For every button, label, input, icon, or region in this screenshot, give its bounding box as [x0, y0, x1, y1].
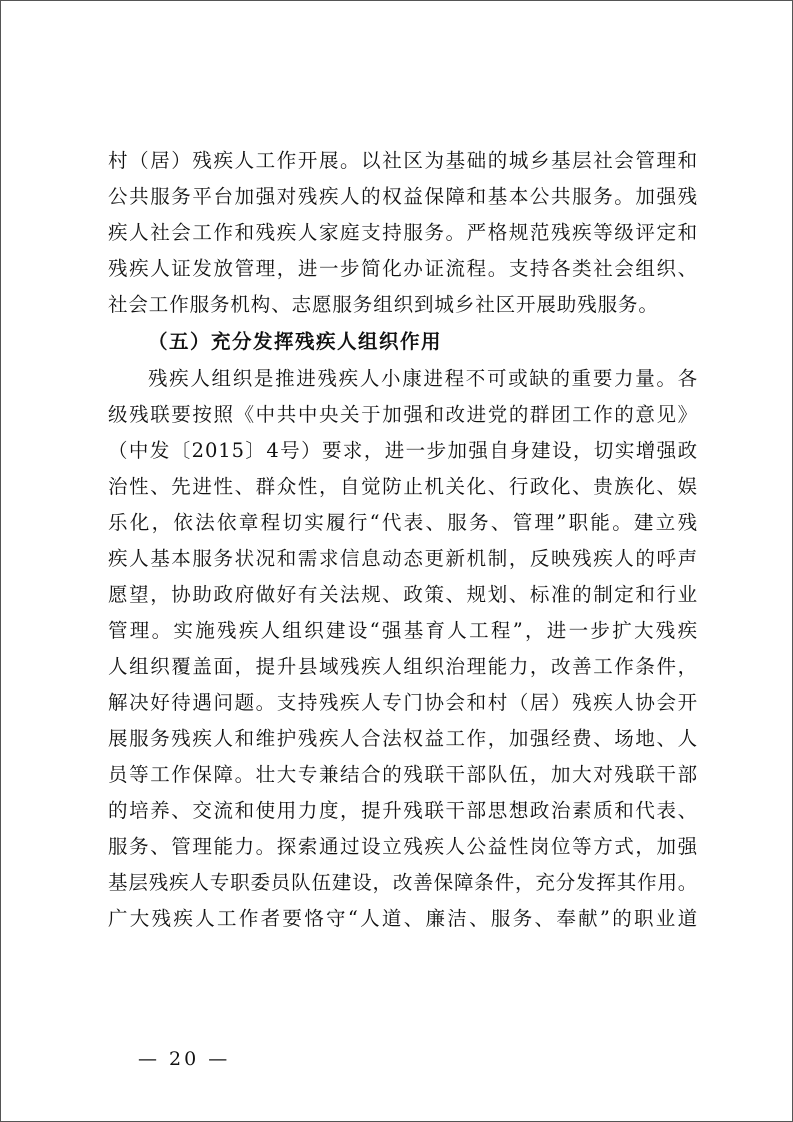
body-text-line: 乐化，依法依章程切实履行“代表、服务、管理”职能。建立残	[108, 511, 698, 534]
body-text-line: 基层残疾人专职委员队伍建设，改善保障条件，充分发挥其作用。	[108, 871, 698, 894]
body-text-line: 残疾人证发放管理，进一步简化办证流程。支持各类社会组织、	[108, 257, 698, 280]
body-text-line: 管理。实施残疾人组织建设“强基育人工程”，进一步扩大残疾	[108, 619, 698, 642]
body-text-line: 愿望，协助政府做好有关法规、政策、规划、标准的制定和行业	[108, 583, 698, 606]
body-text-line: 公共服务平台加强对残疾人的权益保障和基本公共服务。加强残	[108, 185, 698, 208]
body-text-line: 人组织覆盖面，提升县域残疾人组织治理能力，改善工作条件，	[108, 655, 698, 678]
body-text-line: 治性、先进性、群众性，自觉防止机关化、行政化、贵族化、娱	[108, 475, 698, 498]
body-text-line: 级残联要按照《中共中央关于加强和改进党的群团工作的意见》	[108, 403, 698, 426]
body-text-line: 展服务残疾人和维护残疾人合法权益工作，加强经费、场地、人	[108, 727, 698, 750]
section-heading: （五）充分发挥残疾人组织作用	[148, 330, 443, 353]
body-text-line: 员等工作保障。壮大专兼结合的残联干部队伍，加大对残联干部	[108, 763, 698, 786]
body-text-line: 疾人基本服务状况和需求信息动态更新机制，反映残疾人的呼声	[108, 547, 698, 570]
body-text-line: 广大残疾人工作者要恪守“人道、廉洁、服务、奉献”的职业道	[108, 907, 698, 930]
page-number: — 20 —	[138, 1048, 231, 1070]
body-text-line: 残疾人组织是推进残疾人小康进程不可或缺的重要力量。各	[148, 367, 698, 390]
body-text-line: 疾人社会工作和残疾人家庭支持服务。严格规范残疾等级评定和	[108, 221, 698, 244]
body-text-line: 服务、管理能力。探索通过设立残疾人公益性岗位等方式，加强	[108, 835, 698, 858]
body-text-line: （中发〔2015〕4号）要求，进一步加强自身建设，切实增强政	[108, 439, 698, 462]
body-text-line: 的培养、交流和使用力度，提升残联干部思想政治素质和代表、	[108, 799, 698, 822]
body-text-line: 村（居）残疾人工作开展。以社区为基础的城乡基层社会管理和	[108, 149, 698, 172]
body-text-line: 解决好待遇问题。支持残疾人专门协会和村（居）残疾人协会开	[108, 691, 698, 714]
body-text-line: 社会工作服务机构、志愿服务组织到城乡社区开展助残服务。	[108, 293, 659, 316]
